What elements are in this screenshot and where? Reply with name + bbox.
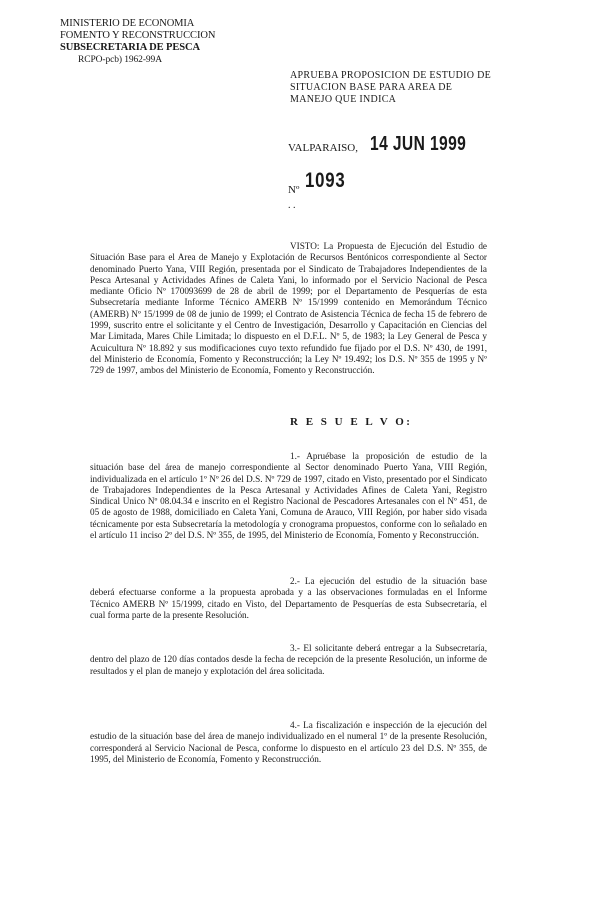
resolution-number-stamp: 1093 bbox=[305, 169, 346, 192]
title-line2: SITUACION BASE PARA AREA DE bbox=[290, 82, 453, 93]
resuelvo-heading: R E S U E L V O: bbox=[290, 416, 413, 428]
clause-1: 1.- Apruébase la proposición de estudio de la situación base del área de manejo correspondiente al Sector denominado Puerto Yana, VIII Región, individualizada en el artículo 1º Nº 26 del D.S. Nº 729 de 1997, citado en Visto, presentado por el Sindicato de Trabajadores Independientes de la Pesca Artesanal y Actividades Afines de Caleta Yani, Registro Sindical Unico Nº 08.04.34 e inscrito en el Registro Nacional de Pescadores Artesanales con el Nº 451, de 05 de agosto de 1988, domiciliado en Caleta Yani, Comuna de Arauco, VIII Región, por haber sido visada técnicamente por esta Subsecretaría la metodología y cronograma propuestos, conforme con lo señalado en el artículo 11 inciso 2º del D.S. Nº 355, de 1995, del Ministerio de Economía, Fomento y Reconstrucción. bbox=[90, 451, 487, 541]
date-stamp: 14 JUN 1999 bbox=[370, 133, 467, 155]
clause-4: 4.- La fiscalización e inspección de la ejecución del estudio de la situación base del área de manejo individualizado en el numeral 1º de la presente Resolución, corresponderá al Servicio Nacional de Pesca, conforme lo dispuesto en el artículo 23 del D.S. Nº 355, de 1995, del Ministerio de Economía, Fomento y Reconstrucción. bbox=[90, 720, 487, 764]
visto-paragraph: VISTO: La Propuesta de Ejecución del Estudio de Situación Base para el Area de Manejo y Explotación de Recursos Bentónicos correspondiente al Sector denominado Puerto Yana, VIII Región, presentada por el Sindicato de Trabajadores Independientes de la Pesca Artesanal y Actividades Afines de Caleta Yani, lo informado por el Servicio Nacional de Pesca mediante Oficio Nº 170093699 de 28 de abril de 1999; por el Departamento de Pesquerías de esta Subsecretaría mediante Informe Técnico AMERB Nº 15/1999 contenido en Memorándum Técnico (AMERB) Nº 15/1999 de 08 de junio de 1999; el Contrato de Asistencia Técnica de fecha 15 de febrero de 1999, suscrito entre el solicitante y el Centro de Investigación, Desarrollo y Capacitación en Ciencias del Mar Limitada, Mares Chile Limitada; lo dispuesto en el D.F.L. Nº 5, de 1983; la Ley General de Pesca y Acuicultura Nº 18.892 y sus modificaciones cuyo texto refundido fue fijado por el D.S. Nº 430, de 1991, del Ministerio de Economía, Fomento y Reconstrucción; la Ley Nº 19.492; los D.S. Nº 355 de 1995 y Nº 729 de 1997, ambos del Ministerio de Economía, Fomento y Reconstrucción. bbox=[90, 241, 487, 376]
subsecretaria-name: SUBSECRETARIA DE PESCA bbox=[60, 42, 200, 53]
title-line1: APRUEBA PROPOSICION DE ESTUDIO DE bbox=[290, 70, 492, 81]
clause-3: 3.- El solicitante deberá entregar a la Subsecretaría, dentro del plazo de 120 días contados desde la fecha de recepción de la presente Resolución, un informe de resultados y el plan de manejo y explotación del área solicitada. bbox=[90, 643, 487, 676]
clause-2: 2.- La ejecución del estudio de la situación base deberá efectuarse conforme a la propuesta aprobada y a las observaciones formuladas en el Informe Técnico AMERB Nº 15/1999, citado en Visto, del Departamento de Pesquerías de esta Subsecretaría, el cual forma parte de la presente Resolución. bbox=[90, 576, 487, 620]
number-dots: . . bbox=[288, 200, 296, 211]
ministry-name-line1: MINISTERIO DE ECONOMIA bbox=[60, 18, 195, 29]
title-line3: MANEJO QUE INDICA bbox=[290, 94, 397, 105]
place-label: VALPARAISO, bbox=[288, 142, 358, 154]
ministry-name-line2: FOMENTO Y RECONSTRUCCION bbox=[60, 30, 216, 41]
resolution-number-label: Nº bbox=[288, 184, 300, 196]
document-reference: RCPO-pcb) 1962-99A bbox=[78, 55, 162, 65]
